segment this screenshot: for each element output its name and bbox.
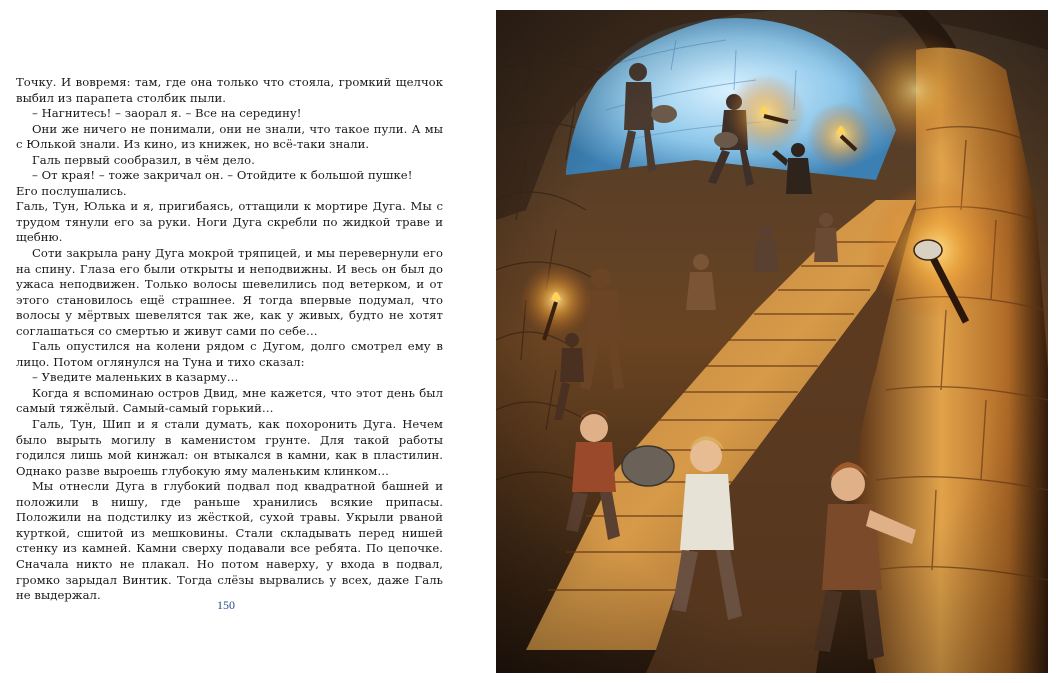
paragraph: Галь опустился на колени рядом с Дугом, долго смотрел ему в лицо. Потом оглянулся на Туна и тихо сказал:	[16, 339, 443, 369]
paragraph: Мы отнесли Дуга в глубокий подвал под квадратной башней и положили в нишу, где раньше хранились всякие припасы. Положили на подстилку из жёсткой, сухой травы. Укрыли рваной курткой, сшитой из мешковины. Стали складывать перед нишей стенку из камней. Камни сверху подавали все ребята. По цепочке. Сначала никто не плакал. Но потом наверху, у входа в подвал, громко зарыдал Винтик. Тогда слёзы вырвались у всех, даже Галь не выдержал.	[16, 479, 443, 603]
paragraph: Галь, Тун, Юлька и я, пригибаясь, оттащили к мортире Дуга. Мы с трудом тянули его за руки. Ноги Дуга скребли по жидкой траве и щебню.	[16, 199, 443, 245]
illustration-svg	[496, 10, 1048, 673]
paragraph: – Уведите маленьких в казарму…	[32, 370, 239, 385]
paragraph: Когда я вспоминаю остров Двид, мне кажется, что этот день был самый тяжёлый. Самый-самый горький…	[16, 385, 443, 416]
paragraph: Точку. И вовремя: там, где она только что стояла, громкий щелчок выбил из парапета столбик пыли.	[16, 75, 443, 105]
paragraph: Галь первый сообразил, в чём дело.	[32, 152, 255, 167]
paragraph: – От края! – тоже закричал он. – Отойдите к большой пушке!	[32, 168, 413, 183]
text-column	[16, 75, 443, 604]
vignette	[496, 10, 1048, 673]
paragraph: Галь, Тун, Шип и я стали думать, как похоронить Дуга. Нечем было вырыть могилу в каменистом грунте. Для такой работы годился лишь мой кинжал: он втыкался в камни, как в пластилин. Однако разве выроешь глубокую яму маленьким клинком…	[16, 417, 443, 478]
paragraph: – Нагнитесь! – заорал я. – Все на середину!	[32, 106, 302, 121]
cellar-illustration	[496, 10, 1048, 673]
paragraph: Они же ничего не понимали, они не знали, что такое пули. А мы с Юлькой знали. Из кино, из книжек, но всё-таки знали.	[16, 121, 443, 152]
paragraph: Его послушались.	[16, 183, 127, 198]
page-number: 150	[217, 598, 235, 612]
paragraph: Соти закрыла рану Дуга мокрой тряпицей, и мы перевернули его на спину. Глаза его были открыты и неподвижны. И весь он был до ужаса неподвижен. Только волосы шевелились под ветерком, и от этого становилось ещё страшнее. Я тогда впервые подумал, что волосы у мёртвых шевелятся так же, как у живых, будто не хотят соглашаться со смертью и живут сами по себе…	[16, 246, 443, 338]
